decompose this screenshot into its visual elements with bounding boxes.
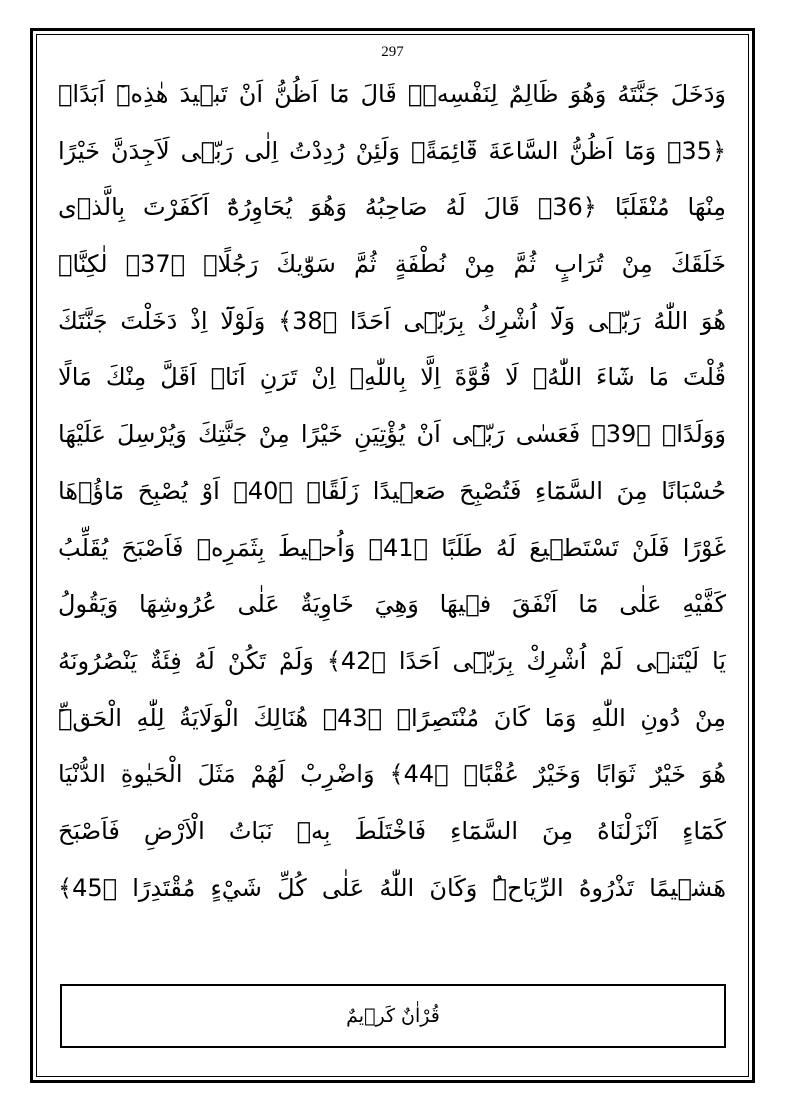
footer-title-box bbox=[60, 984, 726, 1048]
verse-line: هَش۪يمًا تَذْرُوهُ الرِّيَاحُۜ وَكَانَ اللّٰهُ عَلٰى كُلِّ شَيْءٍ مُقْتَدِرًا ﴿45﴾ bbox=[58, 873, 726, 902]
verse-line: وَوَلَدًاۚ ﴿39﴾ فَعَسٰى رَبّ۪ٓى اَنْ يُؤْتِيَنِ خَيْرًا مِنْ جَنَّتِكَ وَيُرْسِلَ عَلَيْهَا bbox=[58, 420, 726, 449]
verse-line: غَوْرًا فَلَنْ تَسْتَط۪يعَ لَهُ طَلَبًا ﴿41﴾ وَاُح۪يطَ بِثَمَرِه۪ فَاَصْبَحَ يُقَلِّبُ bbox=[58, 533, 726, 562]
verse-line: حُسْبَانًا مِنَ السَّمَٓاءِ فَتُصْبِحَ صَع۪يدًا زَلَقًاۙ ﴿40﴾ اَوْ يُصْبِحَ مَٓاؤُ۬هَا bbox=[58, 476, 726, 505]
verse-line: هُوَ خَيْرٌ ثَوَابًا وَخَيْرٌ عُقْبًاࣖ ﴿44﴾ وَاضْرِبْ لَهُمْ مَثَلَ الْحَيٰوةِ الدُّنْيَا bbox=[58, 760, 726, 789]
verse-text-block bbox=[58, 66, 726, 916]
verse-line: مِنْهَا مُنْقَلَبًا ﴿36﴾ قَالَ لَهُ صَاحِبُهُ وَهُوَ يُحَاوِرُهُٓ اَكَفَرْتَ بِالَّذ۪ى bbox=[58, 193, 726, 222]
verse-line: قُلْتَ مَا شَٓاءَ اللّٰهُۙ لَا قُوَّةَ اِلَّا بِاللّٰهِۚ اِنْ تَرَنِ اَنَا۬ اَقَلَّ مِنْكَ مَالًا bbox=[58, 363, 726, 392]
verse-line: خَلَقَكَ مِنْ تُرَابٍ ثُمَّ مِنْ نُطْفَةٍ ثُمَّ سَوّٰيكَ رَجُلًاۜ ﴿37﴾ لٰكِنَّا۬ bbox=[58, 250, 726, 279]
page-number: 297 bbox=[381, 44, 404, 60]
verse-line: كَمَٓاءٍ اَنْزَلْنَاهُ مِنَ السَّمَٓاءِ فَاخْتَلَطَ بِه۪ نَبَاتُ الْاَرْضِ فَاَصْبَحَ bbox=[58, 816, 726, 845]
verse-line: هُوَ اللّٰهُ رَبّ۪ى وَلَٓا اُشْرِكُ بِرَبّ۪ٓى اَحَدًا ﴿38﴾ وَلَوْلَٓا اِذْ دَخَلْتَ جَنَّتَكَ bbox=[58, 306, 726, 335]
verse-line: يَا لَيْتَن۪ى لَمْ اُشْرِكْ بِرَبّ۪ٓى اَحَدًا ﴿42﴾ وَلَمْ تَكُنْ لَهُ فِئَةٌ يَنْصُرُونَهُ bbox=[58, 646, 726, 675]
verse-line: كَفَّيْهِ عَلٰى مَٓا اَنْفَقَ ف۪يهَا وَهِيَ خَاوِيَةٌ عَلٰى عُرُوشِهَا وَيَقُولُ bbox=[58, 590, 726, 619]
verse-line: ﴿35﴾ وَمَٓا اَظُنُّ السَّاعَةَ قَٓائِمَةًۙ وَلَئِنْ رُدِدْتُ اِلٰى رَبّ۪ى لَاَجِدَنَّ خَيْرًا bbox=[58, 136, 726, 165]
verse-line: مِنْ دُونِ اللّٰهِ وَمَا كَانَ مُنْتَصِرًاۜ ﴿43﴾ هُنَالِكَ الْوَلَايَةُ لِلّٰهِ الْحَقِّۜ bbox=[58, 703, 726, 732]
verse-line: وَدَخَلَ جَنَّتَهُ وَهُوَ ظَالِمٌ لِنَفْسِهٖۚ قَالَ مَٓا اَظُنُّ اَنْ تَب۪يدَ هٰذِهٖٓ اَبَدًاۙ bbox=[58, 80, 726, 108]
footer-title: قُرْاٰنٌ كَر۪يمٌ bbox=[346, 1005, 440, 1027]
